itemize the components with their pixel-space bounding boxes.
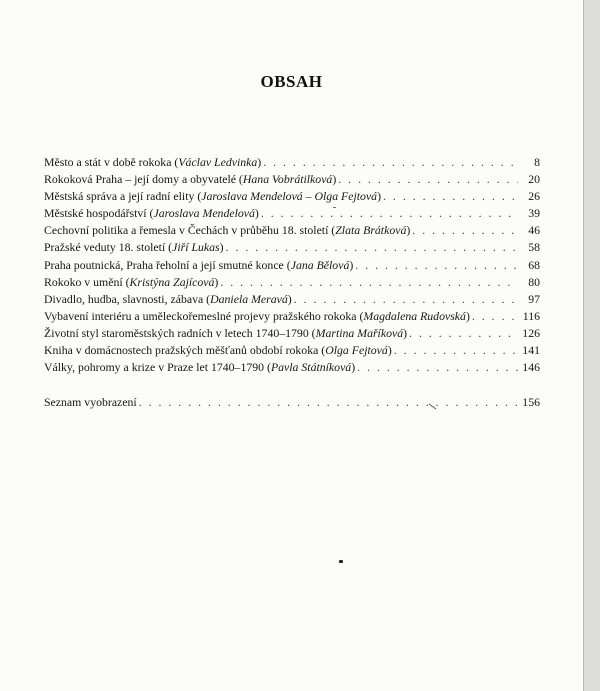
dot-leader <box>410 222 518 239</box>
page-title: OBSAH <box>260 72 323 91</box>
toc-entry-page: 20 <box>528 172 540 187</box>
toc-entry <box>44 274 540 291</box>
toc-entry-author: Olga Fejtová <box>325 343 388 358</box>
toc-entry-label: Cechovní politika a řemesla v Čechách v průběhu 18. století (Zlata Brátková) <box>44 223 411 238</box>
dot-leader <box>470 308 518 325</box>
table-of-contents <box>44 154 540 411</box>
toc-entry-title: Rokoková Praha – její domy a obyvatelé <box>44 172 236 187</box>
toc-entry-page: 97 <box>528 291 540 306</box>
toc-entry-label: Vybavení interiéru a uměleckořemeslné projevy pražského rokoka (Magdalena Rudovská) <box>44 308 470 323</box>
print-speck <box>333 207 336 208</box>
dot-leader <box>407 325 518 342</box>
toc-entry-author: Daniela Meravá <box>210 291 288 306</box>
toc-entry-label: Město a stát v době rokoka (Václav Ledvinka) <box>44 155 262 169</box>
toc-entry <box>44 205 540 222</box>
toc-entry <box>44 325 540 342</box>
toc-entry-label: Války, pohromy a krize v Praze let 1740–1790 (Pavla Státníková) <box>44 360 356 375</box>
toc-entry <box>44 188 540 205</box>
toc-entry-title: Divadlo, hudba, slavnosti, zábava <box>44 291 204 306</box>
dot-leader <box>259 205 518 222</box>
toc-entry-page: 68 <box>528 257 540 272</box>
toc-entry-label: Praha poutnická, Praha řeholní a její smutné konce (Jana Bělová) <box>44 257 354 272</box>
toc-entry <box>44 257 540 274</box>
toc-entry-title: Město a stát v době rokoka <box>44 155 172 169</box>
dot-leader <box>353 257 518 274</box>
toc-entry <box>44 342 540 359</box>
toc-entry <box>44 359 540 376</box>
toc-entry-title: Městská správa a její radní elity <box>44 189 195 204</box>
toc-entry-page: 39 <box>528 206 540 221</box>
dot-leader <box>261 154 518 171</box>
toc-entry-title: Cechovní politika a řemesla v Čechách v průběhu 18. století <box>44 223 329 238</box>
dot-leader <box>292 291 518 308</box>
toc-entry-title: Rokoko v umění <box>44 274 123 289</box>
dot-leader <box>392 342 518 359</box>
toc-entry-label: Rokoko v umění (Kristýna Zajícová) <box>44 274 219 289</box>
toc-entry-title: Kniha v domácnostech pražských měšťanů období rokoka <box>44 343 319 358</box>
toc-entry <box>44 291 540 308</box>
toc-entry-author: Václav Ledvinka <box>178 155 258 169</box>
toc-entry-author: Jaroslava Mendelová – Olga Fejtová <box>201 189 378 204</box>
dot-leader <box>355 359 518 376</box>
dot-leader <box>218 274 518 291</box>
toc-entry-label: Rokoková Praha – její domy a obyvatelé (Hana Vobrátilková) <box>44 172 337 187</box>
toc-entry <box>44 171 540 188</box>
toc-entry-page: 116 <box>522 308 540 323</box>
toc-entry-title: Pražské veduty 18. století <box>44 240 166 255</box>
print-speck <box>339 560 343 563</box>
toc-entry-page: 141 <box>522 343 540 358</box>
dot-leader <box>137 394 518 411</box>
toc-entry-author: Jaroslava Mendelová <box>153 206 255 221</box>
toc-entry-author: Zlata Brátková <box>335 223 407 238</box>
toc-entry-page: 26 <box>528 189 540 204</box>
toc-entry-label: Kniha v domácnostech pražských měšťanů období rokoka (Olga Fejtová) <box>44 343 392 358</box>
toc-entry-page: 146 <box>522 360 540 375</box>
toc-entry-page: 46 <box>528 223 540 238</box>
toc-entry-author: Pavla Státníková <box>270 360 352 375</box>
toc-entry-page: 126 <box>522 325 540 340</box>
toc-entry-author: Jana Bělová <box>290 257 350 272</box>
dot-leader <box>381 188 518 205</box>
toc-entry-label: Městské hospodářství (Jaroslava Mendelová) <box>44 206 259 221</box>
toc-entry-illustrations <box>44 394 540 411</box>
toc-entry-page: 58 <box>528 240 540 255</box>
toc-entry-author: Jiří Lukas <box>172 240 220 255</box>
toc-entry-author: Martina Maříková <box>315 325 404 340</box>
toc-entry-author: Magdalena Rudovská <box>363 308 466 323</box>
toc-entry <box>44 154 540 171</box>
toc-entry-page: 80 <box>528 274 540 289</box>
toc-entry-title: Městské hospodářství <box>44 206 147 221</box>
toc-entry-page: 156 <box>522 395 540 410</box>
toc-entry-title: Životní styl staroměstských radních v letech 1740–1790 <box>44 325 309 340</box>
toc-entry-title: Války, pohromy a krize v Praze let 1740–1790 <box>44 360 265 375</box>
toc-entry-author: Hana Vobrátilková <box>242 172 333 187</box>
dot-leader <box>224 239 518 256</box>
toc-entry-label: Divadlo, hudba, slavnosti, zábava (Daniela Meravá) <box>44 291 292 306</box>
toc-entry-label: Životní styl staroměstských radních v letech 1740–1790 (Martina Maříková) <box>44 325 408 340</box>
toc-entry-page: 8 <box>534 155 540 169</box>
toc-entry <box>44 308 540 325</box>
toc-entry-label: Městská správa a její radní elity (Jaroslava Mendelová – Olga Fejtová) <box>44 189 382 204</box>
toc-entry-label: Pražské veduty 18. století (Jiří Lukas) <box>44 240 224 255</box>
toc-entry-label: Seznam vyobrazení <box>44 395 137 410</box>
toc-entry <box>44 239 540 256</box>
toc-entry <box>44 222 540 239</box>
toc-entry-author: Kristýna Zajícová <box>129 274 215 289</box>
dot-leader <box>336 171 518 188</box>
toc-entry-title: Praha poutnická, Praha řeholní a její smutné konce <box>44 257 284 272</box>
toc-entry-title: Vybavení interiéru a uměleckořemeslné projevy pražského rokoka <box>44 308 357 323</box>
